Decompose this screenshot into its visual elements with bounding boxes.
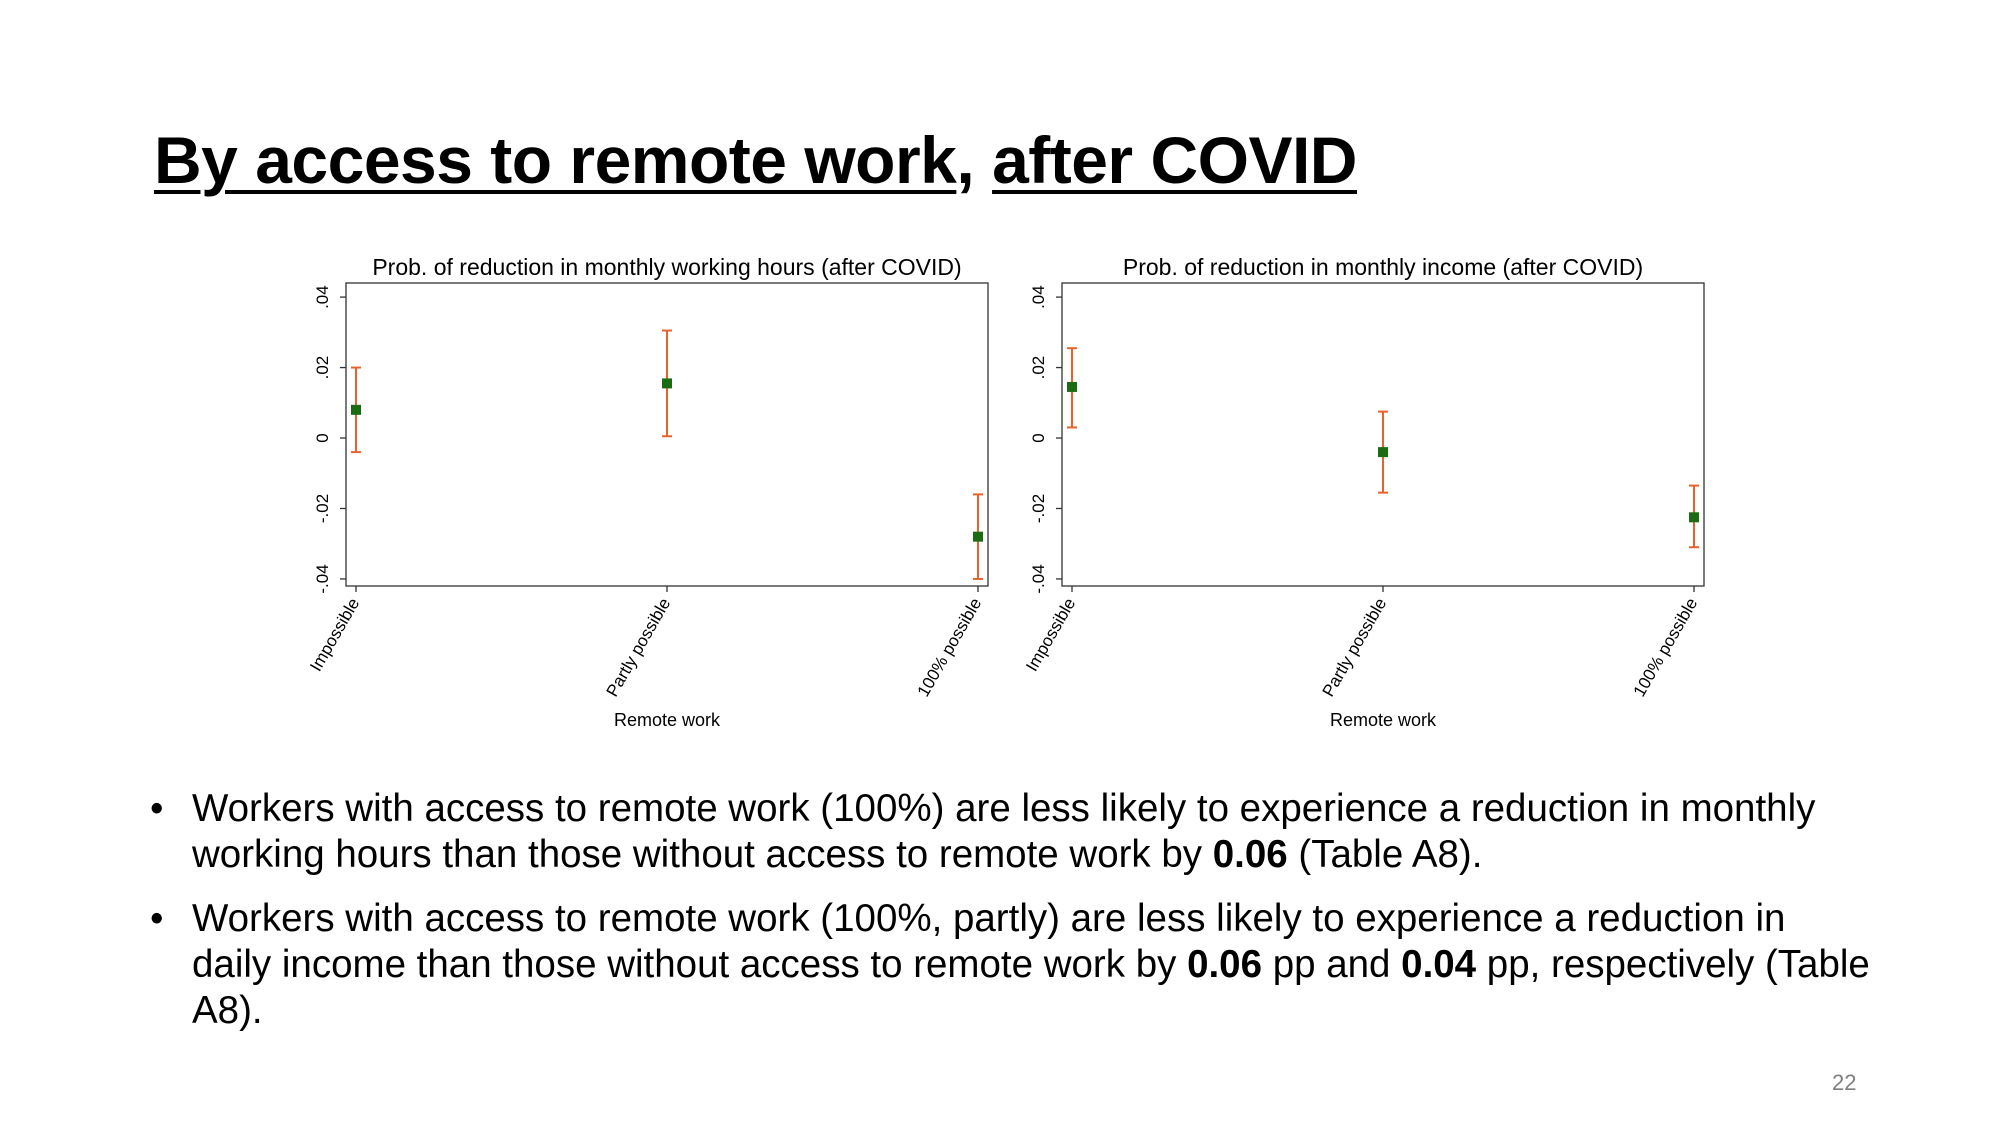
chart-2 xyxy=(1022,254,1704,730)
bullet-item-1 xyxy=(150,786,1870,878)
data-point xyxy=(1689,512,1699,522)
bullet-2-text-c: pp, respectively (Table A8). xyxy=(192,943,1870,1032)
y-tick-label: -.04 xyxy=(1029,564,1048,594)
y-tick-label: -.02 xyxy=(1029,493,1048,524)
chart-title: Prob. of reduction in monthly income (after COVID) xyxy=(1122,254,1644,280)
bullet-2-text-a: Workers with access to remote work (100%, partly) are less likely to experience a reduction in daily income than those without access to remote work by xyxy=(192,897,1786,986)
bullet-2-bold-b: 0.04 xyxy=(1401,943,1477,986)
bullet-dot: • xyxy=(150,897,164,940)
x-tick-label: Partly possible xyxy=(602,594,675,700)
bullet-2-bold-a: 0.06 xyxy=(1187,943,1262,986)
title-part-1: By access to remote work xyxy=(154,123,957,197)
bullet-item-2 xyxy=(150,896,1870,1034)
y-tick-label: .02 xyxy=(1029,355,1048,380)
x-axis-label: Remote work xyxy=(1329,710,1437,730)
x-tick-label: 100% possible xyxy=(1629,594,1702,701)
title-separator: , xyxy=(956,123,993,197)
data-point xyxy=(973,532,983,542)
y-tick-label: .04 xyxy=(313,285,332,309)
data-point xyxy=(1378,447,1388,457)
y-tick-label: 0 xyxy=(1029,433,1048,443)
title-part-2: after COVID xyxy=(992,123,1357,197)
bullet-1-text-a: Workers with access to remote work (100%) are less likely to experience a reduction in monthly working hours than those without access to remote work by xyxy=(192,787,1816,876)
x-tick-label: 100% possible xyxy=(913,594,986,701)
data-point xyxy=(351,405,361,415)
x-tick-label: Impossible xyxy=(306,594,364,675)
data-point xyxy=(662,378,672,388)
bullet-dot: • xyxy=(150,787,164,830)
bullet-1-bold-a: 0.06 xyxy=(1212,833,1288,876)
bullet-1-text-b: (Table A8). xyxy=(1287,833,1483,876)
y-tick-label: .04 xyxy=(1029,285,1048,309)
y-tick-label: .02 xyxy=(313,355,332,380)
bullet-2-text-b: pp and xyxy=(1262,943,1402,986)
chart-title: Prob. of reduction in monthly working hours (after COVID) xyxy=(372,254,962,280)
x-axis-label: Remote work xyxy=(613,710,721,730)
data-point xyxy=(1067,382,1077,392)
y-tick-label: -.04 xyxy=(313,564,332,594)
chart-1 xyxy=(306,254,988,730)
x-tick-label: Partly possible xyxy=(1318,594,1391,700)
x-tick-label: Impossible xyxy=(1022,594,1080,675)
page-number: 22 xyxy=(1832,1070,1857,1095)
y-tick-label: -.02 xyxy=(313,493,333,524)
bullet-list xyxy=(150,786,1870,1052)
y-tick-label: 0 xyxy=(313,433,332,443)
